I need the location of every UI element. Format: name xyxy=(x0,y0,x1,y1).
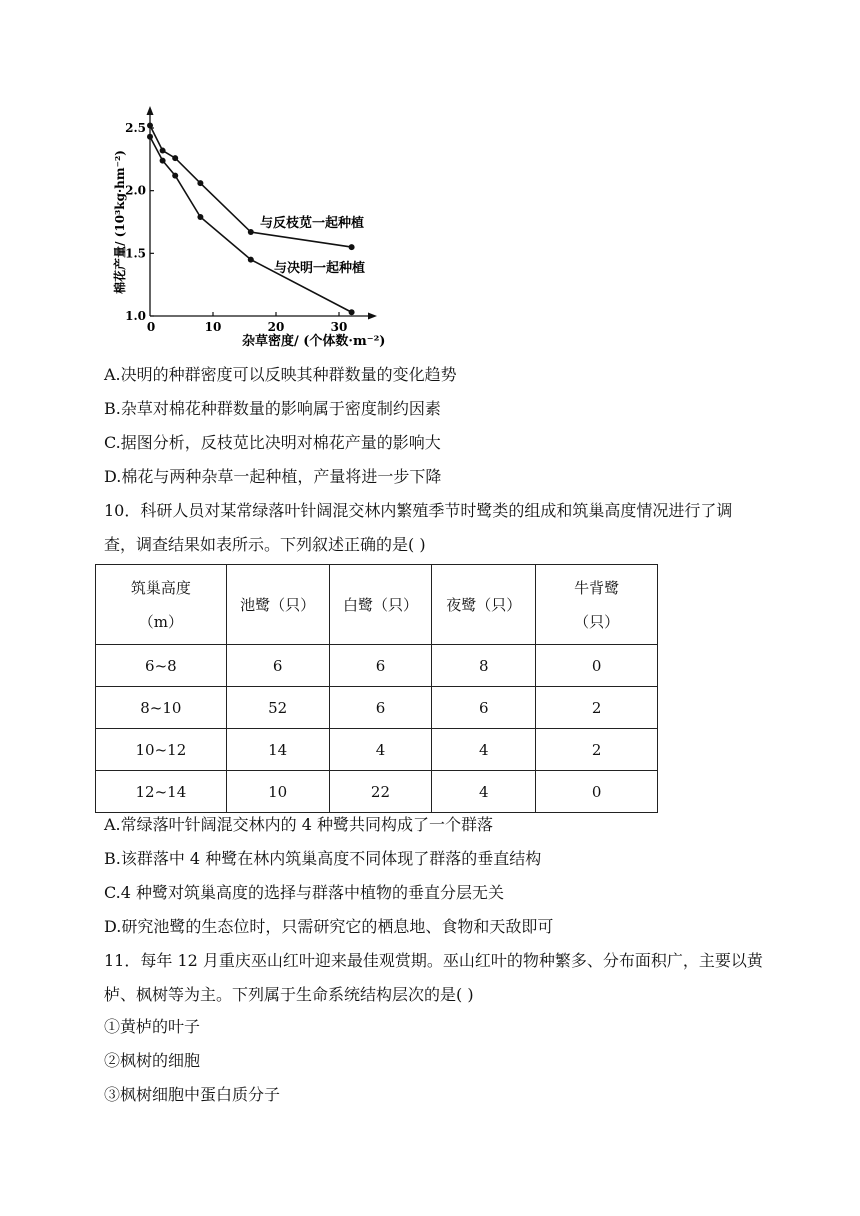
data-point xyxy=(248,229,254,235)
header-cattle-egret: 牛背鹭 （只） xyxy=(536,565,658,645)
nesting-height-table xyxy=(95,564,658,813)
q9-option-c: C.据图分析，反枝苋比决明对棉花产量的影响大 xyxy=(104,433,441,452)
series-label-sicklepod: 与决明一起种植 xyxy=(274,261,366,276)
q11-item-2: ②枫树的细胞 xyxy=(104,1051,201,1070)
q10-option-b: B.该群落中 4 种鹭在林内筑巢高度不同体现了群落的垂直结构 xyxy=(104,849,542,868)
data-point xyxy=(160,148,166,154)
chart-axes xyxy=(147,106,378,320)
header-little-egret: 白鹭（只） xyxy=(329,565,432,645)
data-point xyxy=(172,155,178,161)
q10-stem: 10．科研人员对某常绿落叶针阔混交林内繁殖季节时鹭类的组成和筑巢高度情况进行了调查，调查结果如表所示。下列叙述正确的是( ) xyxy=(104,501,733,554)
q10-option-d: D.研究池鹭的生态位时，只需研究它的栖息地、食物和天敌即可 xyxy=(104,917,554,936)
header-nest-height: 筑巢高度 （m） xyxy=(96,565,227,645)
data-point xyxy=(248,257,254,263)
y-tick-label: 1.5 xyxy=(125,246,146,261)
cotton-yield-chart xyxy=(100,100,390,350)
q9-option-b: B.杂草对棉花种群数量的影响属于密度制约因素 xyxy=(104,399,441,418)
table-row: 8~10 52 6 6 2 xyxy=(96,687,658,729)
data-point xyxy=(197,214,203,220)
x-tick-label: 30 xyxy=(330,320,348,334)
series-label-redroot-amaranth: 与反枝苋一起种植 xyxy=(260,216,365,231)
y-tick-label: 2.0 xyxy=(125,183,146,198)
q11-stem: 11．每年 12 月重庆巫山红叶迎来最佳观赏期。巫山红叶的物种繁多、分布面积广，主要以黄栌、枫树等为主。下列属于生命系统结构层次的是( ) xyxy=(104,951,763,1004)
q10-option-c: C.4 种鹭对筑巢高度的选择与群落中植物的垂直分层无关 xyxy=(104,883,505,902)
x-axis-title: 杂草密度/ (个体数·m⁻²) xyxy=(242,334,386,349)
y-tick-label: 1.0 xyxy=(125,309,146,323)
data-point xyxy=(147,122,153,128)
y-axis-arrow xyxy=(147,106,154,115)
q11-item-1: ①黄栌的叶子 xyxy=(104,1017,201,1036)
chart-labels xyxy=(112,121,385,349)
q10-option-a: A.常绿落叶针阔混交林内的 4 种鹭共同构成了一个群落 xyxy=(104,815,493,834)
q11-item-3: ③枫树细胞中蛋白质分子 xyxy=(104,1085,281,1104)
x-axis-arrow xyxy=(368,313,377,320)
data-point xyxy=(197,180,203,186)
data-point xyxy=(172,173,178,179)
data-point xyxy=(160,158,166,164)
data-point xyxy=(349,244,355,250)
x-tick-label: 20 xyxy=(267,320,285,334)
table-row: 6~8 6 6 8 0 xyxy=(96,645,658,687)
y-tick-label: 2.5 xyxy=(125,121,146,135)
x-tick-label: 0 xyxy=(146,320,156,334)
q9-option-a: A.决明的种群密度可以反映其种群数量的变化趋势 xyxy=(104,365,457,384)
q9-option-d: D.棉花与两种杂草一起种植，产量将进一步下降 xyxy=(104,467,442,486)
data-point xyxy=(147,134,153,140)
header-chinese-pond-heron: 池鹭（只） xyxy=(226,565,329,645)
y-axis-title: 棉花产量/ (10³kg·hm⁻²) xyxy=(113,150,127,294)
header-night-heron: 夜鹭（只） xyxy=(432,565,536,645)
table-row: 12~14 10 22 4 0 xyxy=(96,771,658,813)
table-header-row xyxy=(96,565,658,645)
x-tick-label: 10 xyxy=(204,320,222,334)
table-row: 10~12 14 4 4 2 xyxy=(96,729,658,771)
data-point xyxy=(349,309,355,315)
